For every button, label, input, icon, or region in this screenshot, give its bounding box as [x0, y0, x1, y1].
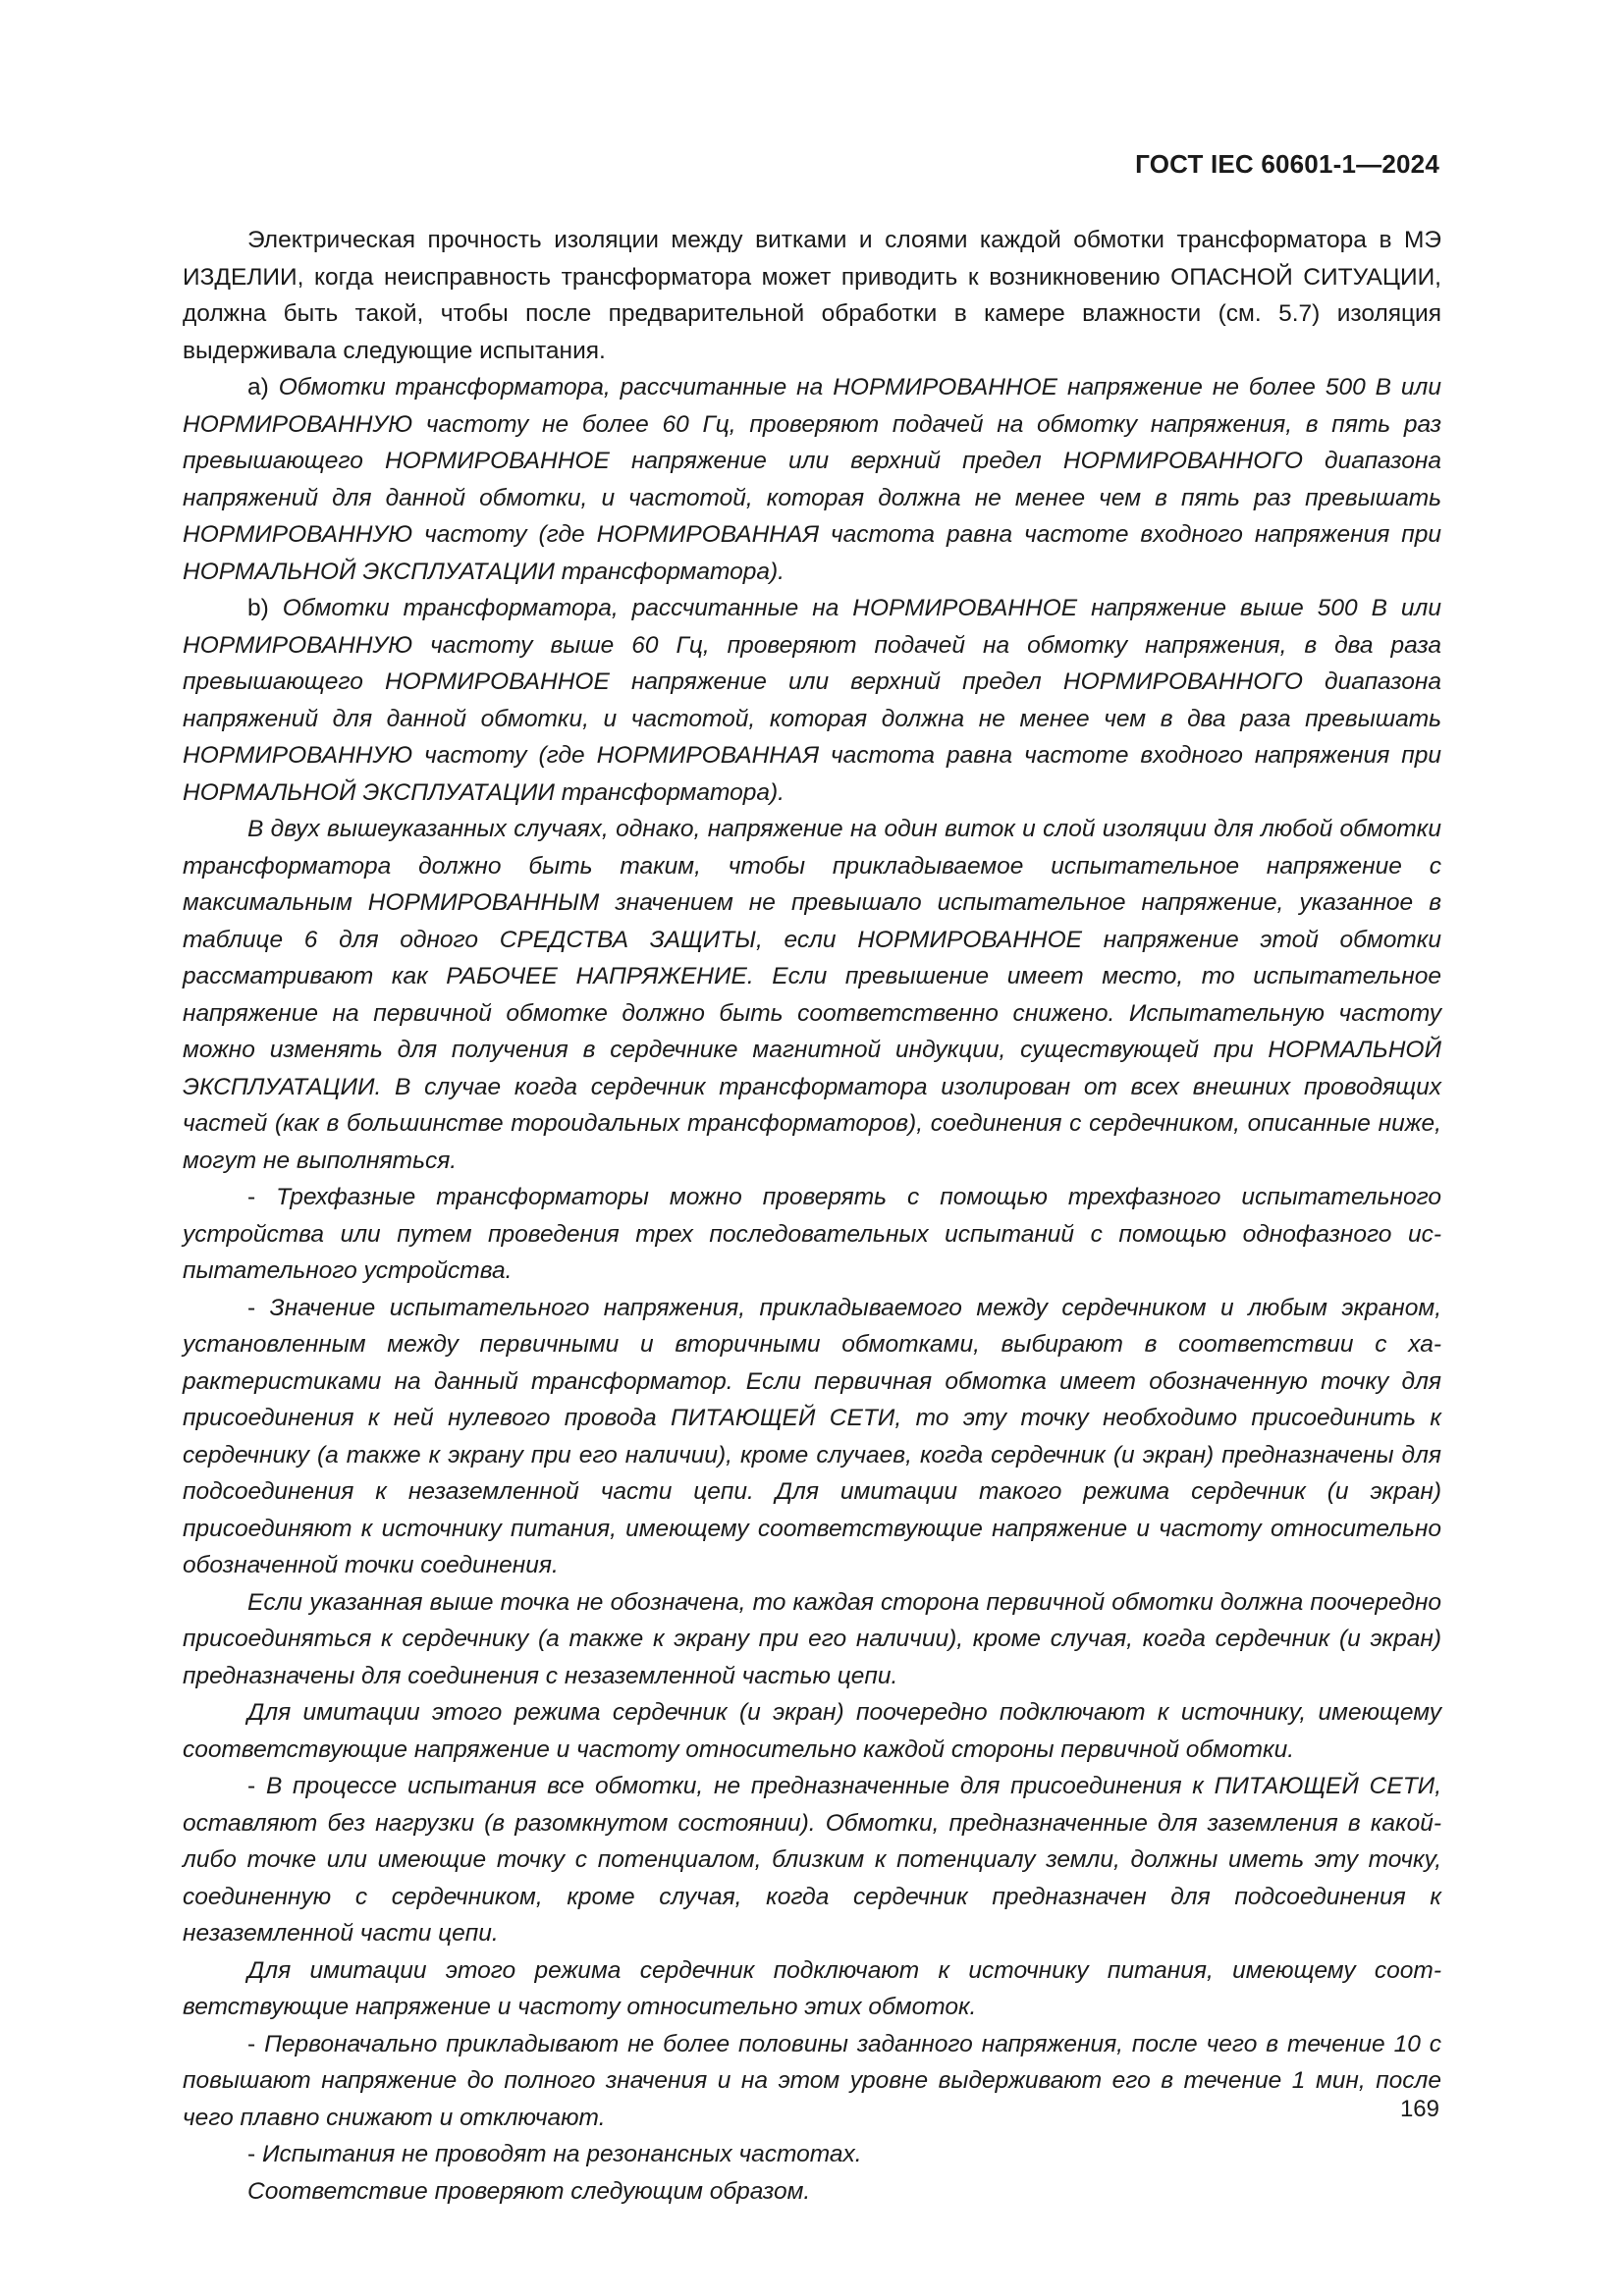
paragraph-label: -	[247, 2141, 256, 2167]
paragraph-text: Для имитации этого режима сердечник подключают к источнику питания, имеющему соответствующие напряжение и частоту относительно этих обмоток.	[183, 1956, 1441, 2020]
document-header: ГОСТ IEC 60601-1—2024	[1135, 149, 1439, 179]
paragraph	[183, 2173, 1441, 2211]
paragraph-label: -	[247, 1294, 256, 1321]
paragraph-text: Значение испытательного напряжения, прикладываемого между сердечником и любым экраном, установленным между первичными и вторичными обмотками, выбирают в соответствии с характеристиками на данный трансформатор. Если первичная обмотка имеет обозначенную точку для присоединения к ней нулевого провода ПИТАЮЩЕЙ СЕТИ, то эту точку необходимо присоединить к сердечнику (а также к экрану при его наличии), кроме случаев, когда сердечник (и экран) предназначены для подсоединения к незаземленной части цепи. Для имитации такого режима сердечник (и экран) присоединяют к источнику питания, имеющему соответствующие напряжение и частоту относительно обозначенной точки соединения.	[183, 1294, 1441, 1578]
paragraph-text: Обмотки трансформатора, рассчитанные на НОРМИРОВАННОЕ напряжение не более 500 В или НОРМИРОВАННУЮ частоту не более 60 Гц, проверяют подачей на обмотку напряжения, в пять раз превышающего НОРМИРОВАННОЕ напряжение или верхний предел НОРМИРОВАННОГО диапазона напряжений для данной обмотки, и частотой, которая должна не менее чем в пять раз превышать НОРМИРОВАННУЮ частоту (где НОРМИРОВАННАЯ частота равна частоте входного напряжения при НОРМАЛЬНОЙ ЭКСПЛУАТАЦИИ трансформатора).	[183, 374, 1441, 585]
paragraph	[183, 2136, 1441, 2173]
paragraph-label: -	[247, 1773, 256, 1799]
paragraph-text: Испытания не проводят на резонансных частотах.	[261, 2141, 862, 2167]
paragraph	[183, 811, 1441, 1179]
paragraph	[183, 1179, 1441, 1290]
paragraph-text: Трехфазные трансформаторы можно проверять с помощью трехфазного испытательного устройства или путем проведения трех последовательных испытаний с помощью однофазного испытательного устройства.	[183, 1184, 1441, 1284]
paragraph	[183, 1694, 1441, 1768]
paragraph-label: b)	[247, 595, 269, 621]
paragraph	[183, 2026, 1441, 2137]
paragraph	[183, 1584, 1441, 1695]
paragraph	[183, 1952, 1441, 2026]
paragraph	[183, 1768, 1441, 1952]
paragraph-label: a)	[247, 374, 269, 400]
paragraph-text: Соответствие проверяют следующим образом.	[247, 2177, 811, 2205]
paragraph	[183, 369, 1441, 590]
paragraph	[183, 222, 1441, 369]
paragraph-text: В процессе испытания все обмотки, не предназначенные для присоединения к ПИТАЮЩЕЙ СЕТИ, оставляют без нагрузки (в разомкнутом состоянии). Обмотки, предназначенные для заземления в какой-либо точке или имеющие точку с потенциалом, близким к потенциалу земли, должны иметь эту точку, соединенную с сердечником, кроме случая, когда сердечник предназначен для подсоединения к незаземленной части цепи.	[183, 1773, 1441, 1947]
paragraph-text: В двух вышеуказанных случаях, однако, напряжение на один виток и слой изоляции для любой обмотки трансформатора должно быть таким, чтобы прикладываемое испытательное напряжение с максимальным НОРМИРОВАННЫМ значением не превышало испытательное напряжение, указанное в таблице 6 для одного СРЕДСТВА ЗАЩИТЫ, если НОРМИРОВАННОЕ напряжение этой обмотки рассматривают как РАБОЧЕЕ НАПРЯЖЕНИЕ. Если превышение имеет место, то испытательное напряжение на первичной обмотке должно быть соответственно снижено. Испытательную частоту можно изменять для получения в сердечнике магнитной индукции, существующей при НОРМАЛЬНОЙ ЭКСПЛУАТАЦИИ. В случае когда сердечник трансформатора изолирован от всех внешних проводящих частей (как в большинстве тороидальных трансформаторов), соединения с сердечником, описанные ниже, могут не выполняться.	[183, 816, 1441, 1174]
paragraph	[183, 590, 1441, 811]
paragraph-text: Для имитации этого режима сердечник (и экран) поочередно подключают к источнику, имеющему соответствующие напряжение и частоту относительно каждой стороны первичной обмотки.	[183, 1699, 1441, 1763]
paragraph-text: Обмотки трансформатора, рассчитанные на НОРМИРОВАННОЕ напряжение выше 500 В или НОРМИРОВАННУЮ частоту выше 60 Гц, проверяют подачей на обмотку напряжения, в два раза превышающего НОРМИРОВАННОЕ напряжение или верхний предел НОРМИРОВАННОГО диапазона напряжений для данной обмотки, и частотой, которая должна не менее чем в два раза превышать НОРМИРОВАННУЮ частоту (где НОРМИРОВАННАЯ частота равна частоте входного напряжения при НОРМАЛЬНОЙ ЭКСПЛУАТАЦИИ трансформатора).	[183, 595, 1441, 806]
paragraph-label: -	[247, 1184, 256, 1210]
paragraph-text: Если указанная выше точка не обозначена, то каждая сторона первичной обмотки должна поочередно присоединяться к сердечнику (а также к экрану при его наличии), кроме случая, когда сердечник (и экран) предназначены для соединения с незаземленной частью цепи.	[183, 1588, 1441, 1689]
paragraph-label: -	[247, 2030, 256, 2057]
paragraph	[183, 1290, 1441, 1584]
page-number: 169	[1399, 2096, 1439, 2122]
paragraph-text: Первоначально прикладывают не более половины заданного напряжения, после чего в течение 10 с повышают напряжение до полного значения и на этом уровне выдерживают его в течение 1 мин, после чего плавно снижают и отключают.	[183, 2030, 1441, 2131]
document-body	[183, 222, 1441, 2210]
paragraph-text: Электрическая прочность изоляции между витками и слоями каждой обмотки трансформатора в МЭ ИЗДЕЛИИ, когда неисправность трансформатора может приводить к возникновению ОПАСНОЙ СИТУАЦИИ, должна быть такой, чтобы после предварительной обработки в камере влажности (см. 5.7) изоляция выдерживала следующие испытания.	[183, 227, 1441, 364]
